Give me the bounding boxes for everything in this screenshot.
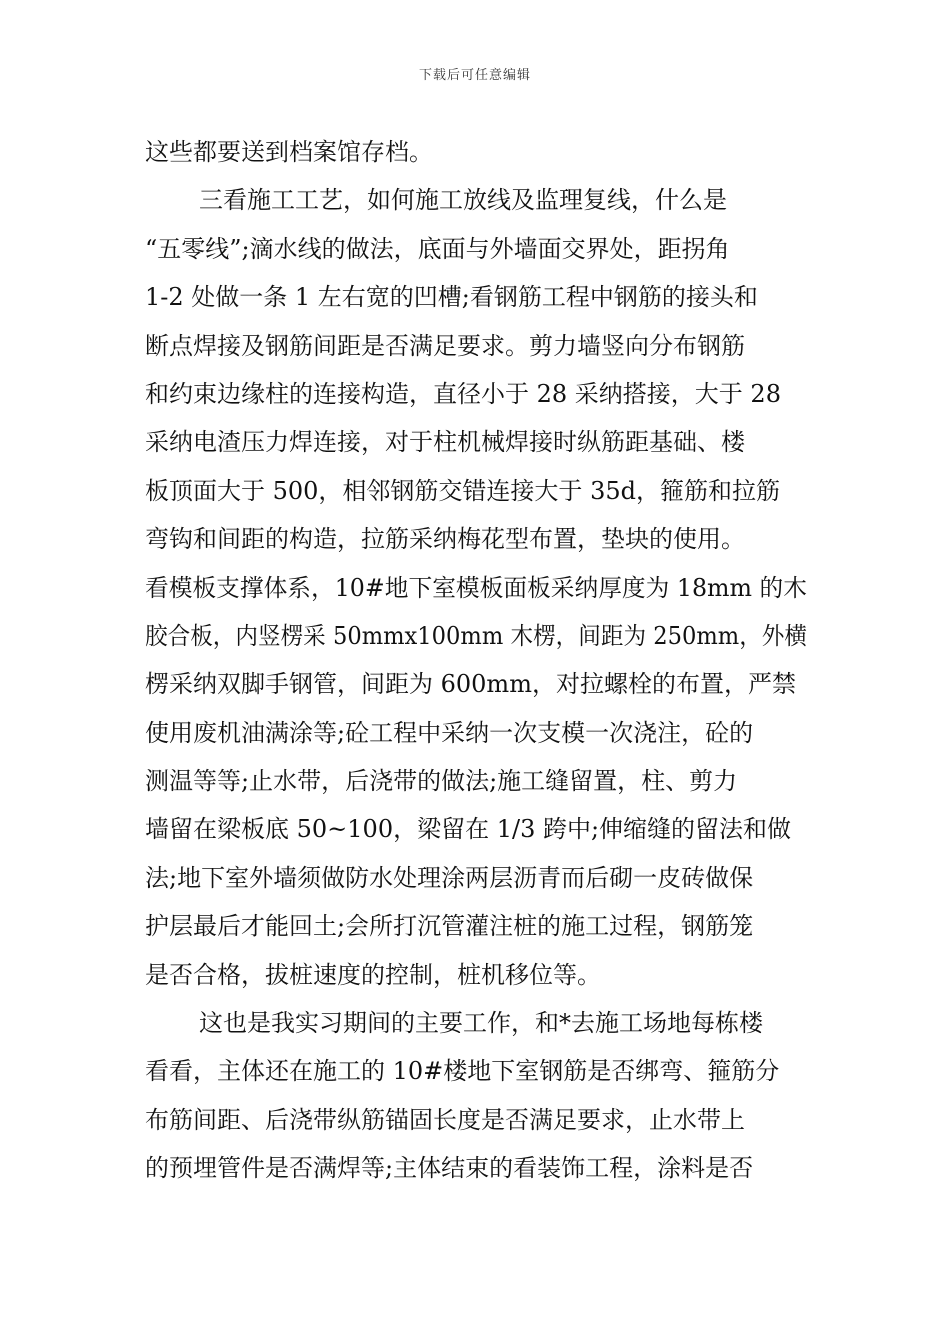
text-line (145, 564, 807, 612)
document-body (145, 128, 807, 1193)
text-line (145, 612, 807, 660)
text-line-content: 和约束边缘柱的连接构造，直径小于 28 采纳搭接，大于 28 (145, 379, 781, 408)
page-header-note: 下载后可任意编辑 (418, 68, 531, 83)
text-line-content: 使用废机油满涂等;砼工程中采纳一次支模一次浇注，砼的 (145, 718, 754, 747)
text-line-content: 护层最后才能回土;会所打沉管灌注桩的施工过程，钢筋笼 (145, 912, 754, 941)
text-line-content: “五零线”;滴水线的做法，底面与外墙面交界处，距拐角 (145, 234, 730, 263)
text-line (145, 128, 807, 176)
text-line (145, 225, 807, 273)
text-line (145, 709, 807, 757)
text-line-content: 弯钩和间距的构造，拉筋采纳梅花型布置，垫块的使用。 (145, 525, 745, 554)
text-line-content: 三看施工工艺，如何施工放线及监理复线，什么是 (199, 186, 727, 215)
text-line (145, 418, 807, 466)
text-line (145, 1096, 807, 1144)
text-line (145, 322, 807, 370)
text-line (145, 467, 807, 515)
text-line-content: 的预埋管件是否满焊等;主体结束的看装饰工程，涂料是否 (145, 1154, 754, 1183)
text-line (145, 757, 807, 805)
text-line-content: 看看，主体还在施工的 10#楼地下室钢筋是否绑弯、箍筋分 (145, 1057, 780, 1086)
text-line-content: 布筋间距、后浇带纵筋锚固长度是否满足要求，止水带上 (145, 1105, 745, 1134)
text-line-content: 1-2 处做一条 1 左右宽的凹槽;看钢筋工程中钢筋的接头和 (145, 283, 758, 312)
text-line (145, 515, 807, 563)
text-line (145, 951, 807, 999)
text-line-content: 采纳电渣压力焊连接，对于柱机械焊接时纵筋距基础、楼 (145, 428, 745, 457)
text-line (145, 660, 807, 708)
text-line-content: 是否合格，拔桩速度的控制，桩机移位等。 (145, 960, 601, 989)
text-line (145, 273, 807, 321)
text-line (145, 999, 807, 1047)
text-line (145, 1047, 807, 1095)
text-line (145, 854, 807, 902)
text-line (145, 1144, 807, 1192)
text-line-content: 看模板支撑体系，10#地下室模板面板采纳厚度为 18mm 的木 (145, 573, 807, 602)
text-line-content: 楞采纳双脚手钢管，间距为 600mm，对拉螺栓的布置，严禁 (145, 670, 796, 699)
text-line-content: 这些都要送到档案馆存档。 (145, 138, 433, 166)
text-line (145, 805, 807, 853)
text-line-content: 断点焊接及钢筋间距是否满足要求。剪力墙竖向分布钢筋 (145, 331, 745, 360)
text-line-content: 胶合板，内竖楞采 50mmx100mm 木楞，间距为 250mm，外横 (145, 621, 807, 650)
text-line-content: 这也是我实习期间的主要工作，和*去施工场地每栋楼 (199, 1009, 763, 1038)
text-line-content: 墙留在梁板底 50~100，梁留在 1/3 跨中;伸缩缝的留法和做 (145, 815, 792, 844)
text-line-content: 板顶面大于 500，相邻钢筋交错连接大于 35d，箍筋和拉筋 (145, 476, 780, 505)
text-line (145, 176, 807, 224)
text-line (145, 902, 807, 950)
text-line-content: 测温等等;止水带，后浇带的做法;施工缝留置，柱、剪力 (145, 767, 738, 796)
text-line (145, 370, 807, 418)
text-line-content: 法;地下室外墙须做防水处理涂两层沥青而后砌一皮砖做保 (145, 863, 754, 892)
